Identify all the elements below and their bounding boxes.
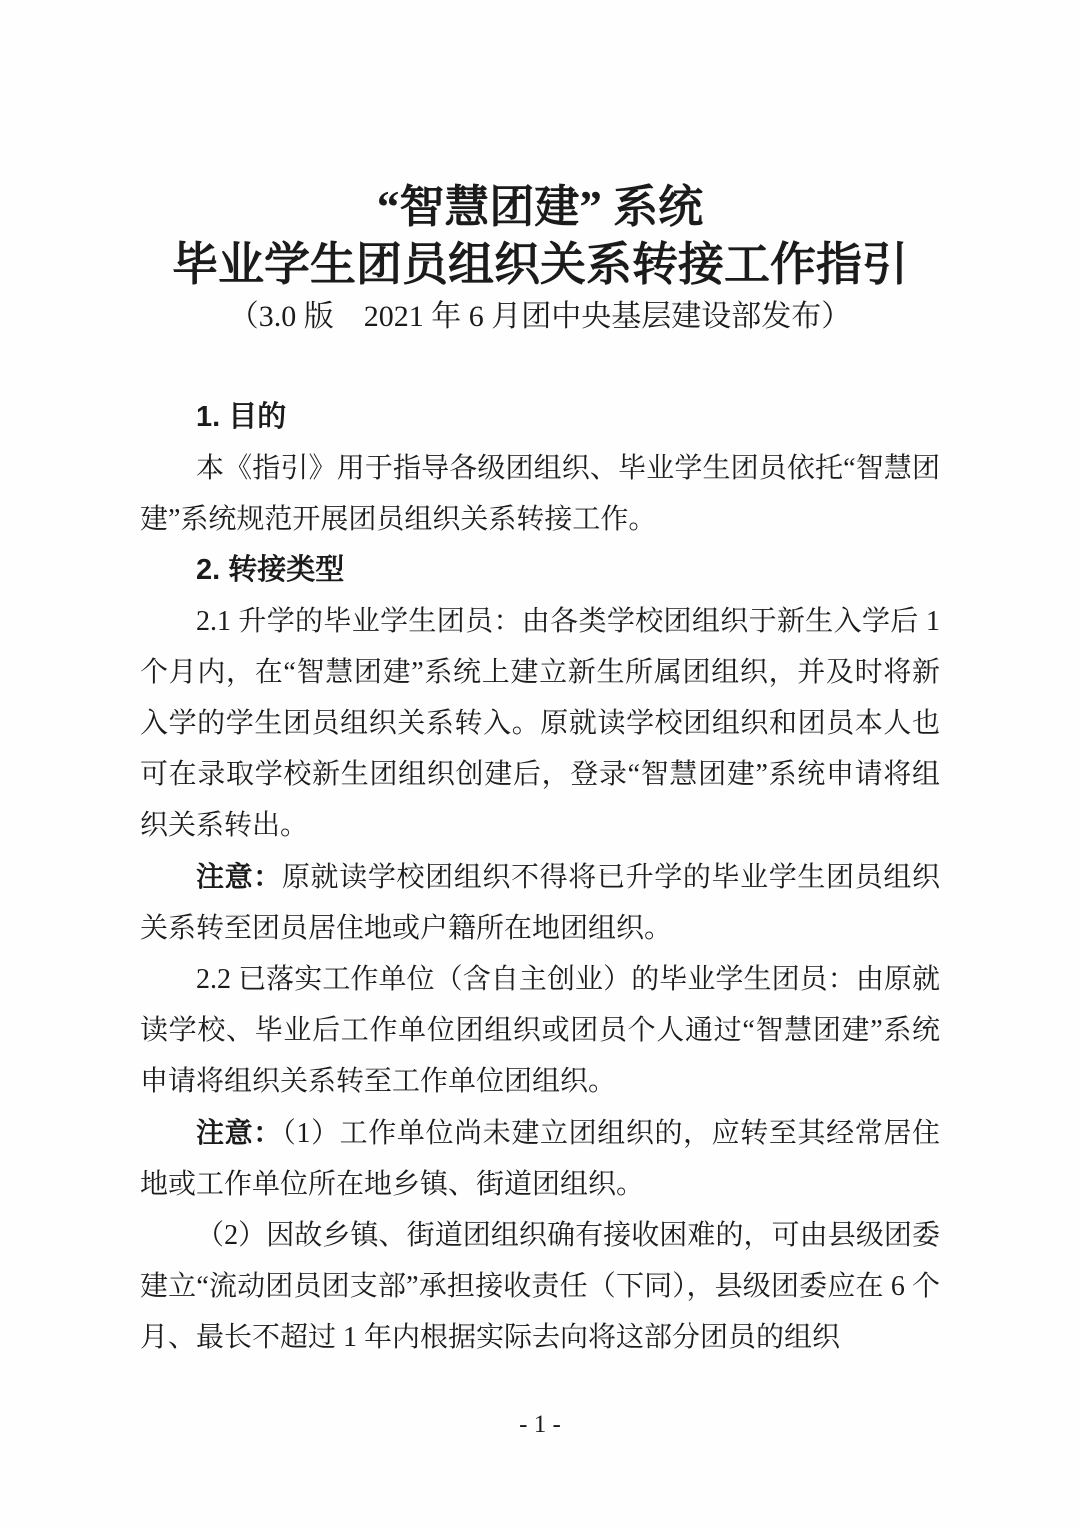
note-2-label: 注意：: [196, 1117, 282, 1148]
document-body: [140, 392, 940, 1363]
paragraph-2-1-further-study: 2.1 升学的毕业学生团员：由各类学校团组织于新生入学后 1 个月内，在“智慧团建”系统上建立新生所属团组织，并及时将新入学的学生团员组织关系转入。原就读学校团组织和团员本人也可在录取学校新生团组织创建后，登录“智慧团建”系统申请将组织关系转出。: [140, 606, 940, 841]
paragraph-2-2-employed: 2.2 已落实工作单位（含自主创业）的毕业学生团员：由原就读学校、毕业后工作单位团组织或团员个人通过“智慧团建”系统申请将组织关系转至工作单位团组织。: [140, 964, 940, 1097]
note-2-item-1-text: （1）工作单位尚未建立团组织的，应转至其经常居住地或工作单位所在地乡镇、街道团组织。: [140, 1118, 940, 1200]
note-paragraph-1: [140, 851, 940, 954]
note-1-text: 原就读学校团组织不得将已升学的毕业学生团员组织关系转至团员居住地或户籍所在地团组织。: [140, 862, 940, 944]
note-paragraph-2: [140, 1107, 940, 1210]
page-number: - 1 -: [519, 1411, 561, 1438]
document-title-line1: “智慧团建” 系统: [376, 182, 704, 232]
document-subtitle: （3.0 版 2021 年 6 月团中央基层建设部发布）: [228, 300, 852, 333]
document-title-line2: 毕业学生团员组织关系转接工作指引: [172, 239, 908, 290]
section-heading-purpose: 1. 目的: [196, 401, 287, 433]
paragraph-purpose: 本《指引》用于指导各级团组织、毕业学生团员依托“智慧团建”系统规范开展团员组织关系转接工作。: [140, 453, 940, 535]
page-content: [140, 0, 940, 1363]
document-header: [140, 178, 940, 340]
page-footer: [0, 1405, 1080, 1445]
section-heading-transfer-types: 2. 转接类型: [196, 554, 345, 586]
note-2-item-2-paragraph: （2）因故乡镇、街道团组织确有接收困难的，可由县级团委建立“流动团员团支部”承担接收责任（下同），县级团委应在 6 个月、最长不超过 1 年内根据实际去向将这部分团员的组织: [140, 1220, 940, 1353]
note-1-label: 注意：: [196, 861, 282, 892]
